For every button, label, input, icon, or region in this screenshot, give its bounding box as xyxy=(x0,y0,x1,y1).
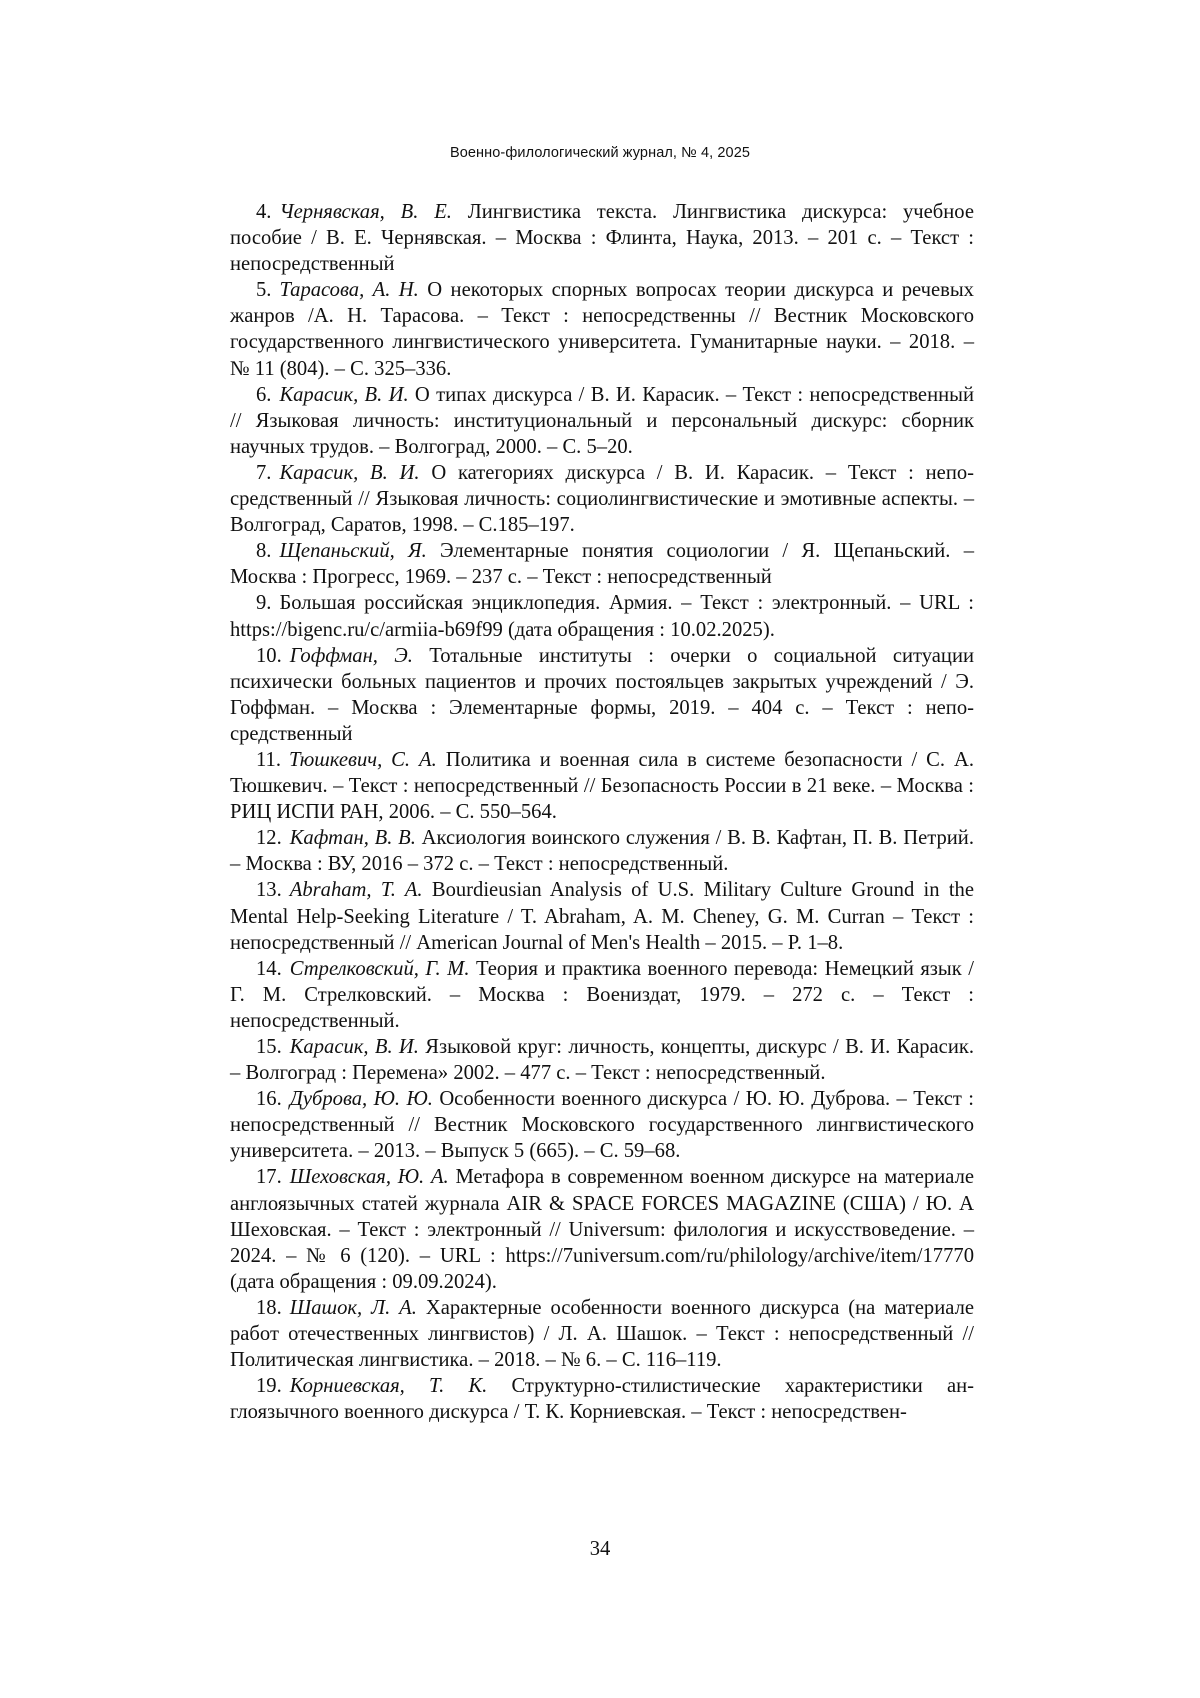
reference-number: 17. xyxy=(256,1166,282,1189)
reference-item xyxy=(230,1373,974,1425)
reference-author: Щепаньский, Я. xyxy=(279,540,427,563)
reference-number: 12. xyxy=(256,827,282,850)
reference-item xyxy=(230,643,974,747)
reference-author: Карасик, В. И. xyxy=(289,1036,419,1058)
reference-item xyxy=(230,538,974,590)
reference-number: 16. xyxy=(256,1088,282,1111)
page-number: 34 xyxy=(589,1538,611,1560)
reference-text: Лингвистика текста. Лингвистика дискурса: учебное пособие / В. Е. Чернявская. – Москва : Флинта, Наука, 2013. – 201 с. – Текст : непосредственный xyxy=(230,201,974,276)
reference-item xyxy=(230,877,974,955)
reference-author: Тарасова, А. Н. xyxy=(279,279,419,302)
reference-item xyxy=(230,956,974,1034)
reference-number: 4. xyxy=(256,201,272,223)
reference-text: Bourdieusian Analysis of U.S. Military Culture Ground in the Mental Help-Seeking Literature / T. Abraham, A. M. Cheney, G. M. Curran – Текст : непосредственный // American Journal of Men's Health – 2015. – P. 1–8. xyxy=(230,879,974,954)
reference-author: Тюшкевич, С. А. xyxy=(288,748,437,771)
reference-item xyxy=(230,382,974,460)
reference-number: 14. xyxy=(256,957,282,980)
reference-text: Языковой круг: личность, концепты, дискурс / В. И. Карасик. – Волгоград : Перемена» 2002. – 477 с. – Текст : непосредственный. xyxy=(230,1036,974,1085)
reference-item xyxy=(230,460,974,538)
reference-text: Элементарные понятия социологии / Я. Щепаньский. – Москва : Прогресс, 1969. – 237 с. – Текст : непосредственный xyxy=(230,540,974,589)
reference-item xyxy=(230,825,974,877)
reference-number: 11. xyxy=(256,748,281,771)
reference-item xyxy=(230,1164,974,1294)
reference-author: Гоффман, Э. xyxy=(289,644,413,667)
reference-author: Шашок, Л. А. xyxy=(289,1296,417,1319)
reference-text: Характерные особенности военного дискурса (на материале работ отечественных лингвистов) / Л. А. Шашок. – Текст : непосредственный // Политическая лингвистика. – 2018. – № 6. – С. 116–119. xyxy=(230,1296,974,1372)
reference-text: О типах дискурса / В. И. Карасик. – Текст : непосредственный // Языковая личность: институциональный и персональный дискурс: сборник научных трудов. – Волгоград, 2000. – С. 5–20. xyxy=(230,383,974,458)
reference-author: Abraham, T. A. xyxy=(289,879,423,902)
reference-author: Стрелковский, Г. М. xyxy=(289,957,470,980)
reference-number: 10. xyxy=(256,644,282,667)
reference-text: О категориях дискурса / В. И. Карасик. – Текст : непосредственный // Языковая личность: социолингвистические и эмотивные аспекты. – Волгоград, Саратов, 1998. – С.185–197. xyxy=(230,461,974,537)
reference-number: 13. xyxy=(256,879,282,902)
reference-item xyxy=(230,277,974,381)
reference-author: Кафтан, В. В. xyxy=(289,827,416,850)
reference-number: 7. xyxy=(256,461,272,484)
reference-author: Дуброва, Ю. Ю. xyxy=(289,1088,433,1111)
reference-number: 19. xyxy=(256,1375,282,1398)
reference-number: 9. xyxy=(256,592,272,615)
reference-item xyxy=(230,590,974,642)
reference-list xyxy=(230,199,974,1425)
reference-item xyxy=(230,1295,974,1373)
reference-author: Корниевская, Т. К. xyxy=(289,1375,488,1398)
reference-number: 8. xyxy=(256,540,272,563)
reference-text: Большая российская энциклопедия. Армия. – Текст : электронный. – URL : https://bigenc.ru/c/armiia-b69f99 (дата обращения : 10.02.2025). xyxy=(230,592,974,641)
reference-text: Тотальные институты : очерки о социальной ситуации психически больных пациентов и прочих постояльцев закрытых учреждений / Э. Гоффман. – Москва : Элементарные формы, 2019. – 404 с. – Текст : непосредственный xyxy=(230,644,974,745)
reference-item xyxy=(230,199,974,277)
reference-number: 15. xyxy=(256,1036,282,1058)
reference-item xyxy=(230,1086,974,1164)
reference-text: Метафора в современном военном дискурсе на материале англоязычных статей журнала AIR & SPACE FORCES MAGAZINE (США) / Ю. А Шеховская. – Текст : электронный // Universum: филология и искусствоведение. – 2024. – № 6 (120). – URL : https://7universum.com/ru/philology/archive/item/17770 (дата обращения : 09.09.2024). xyxy=(230,1166,974,1293)
reference-number: 6. xyxy=(256,383,272,406)
reference-text: Политика и военная сила в системе безопасности / С. А. Тюшкевич. – Текст : непосредственный // Безопасность России в 21 веке. – Москва : РИЦ ИСПИ РАН, 2006. – С. 550–564. xyxy=(230,748,974,824)
running-header: Военно-филологический журнал, № 4, 2025 xyxy=(449,145,751,161)
reference-author: Карасик, В. И. xyxy=(279,383,409,406)
reference-text: Аксиология воинского служения / В. В. Кафтан, П. В. Петрий. – Москва : ВУ, 2016 – 372 с. – Текст : непосредственный. xyxy=(230,827,974,876)
reference-text: Структурно-стилистические характеристики англоязычного военного дискурса / Т. К. Корниевская. – Текст : непосредствен- xyxy=(230,1375,974,1424)
reference-author: Шеховская, Ю. А. xyxy=(289,1166,449,1189)
reference-number: 5. xyxy=(256,279,272,302)
reference-item xyxy=(230,747,974,825)
reference-item xyxy=(230,1034,974,1086)
reference-author: Карасик, В. И. xyxy=(279,461,420,484)
reference-text: О некоторых спорных вопросах теории дискурса и речевых жанров /А. Н. Тарасова. – Текст : непосредственны // Вестник Московского государственного лингвистического университета. Гуманитарные науки. – 2018. – № 11 (804). – С. 325–336. xyxy=(230,279,974,380)
reference-number: 18. xyxy=(256,1296,282,1319)
reference-text: Теория и практика военного перевода: Немецкий язык / Г. М. Стрелковский. – Москва : Воениздат, 1979. – 272 с. – Текст : непосредственный. xyxy=(230,957,974,1032)
reference-text: Особенности военного дискурса / Ю. Ю. Дуброва. – Текст : непосредственный // Вестник Московского государственного лингвистического университета. – 2013. – Выпуск 5 (665). – С. 59–68. xyxy=(230,1088,975,1163)
reference-author: Чернявская, В. Е. xyxy=(279,201,452,223)
